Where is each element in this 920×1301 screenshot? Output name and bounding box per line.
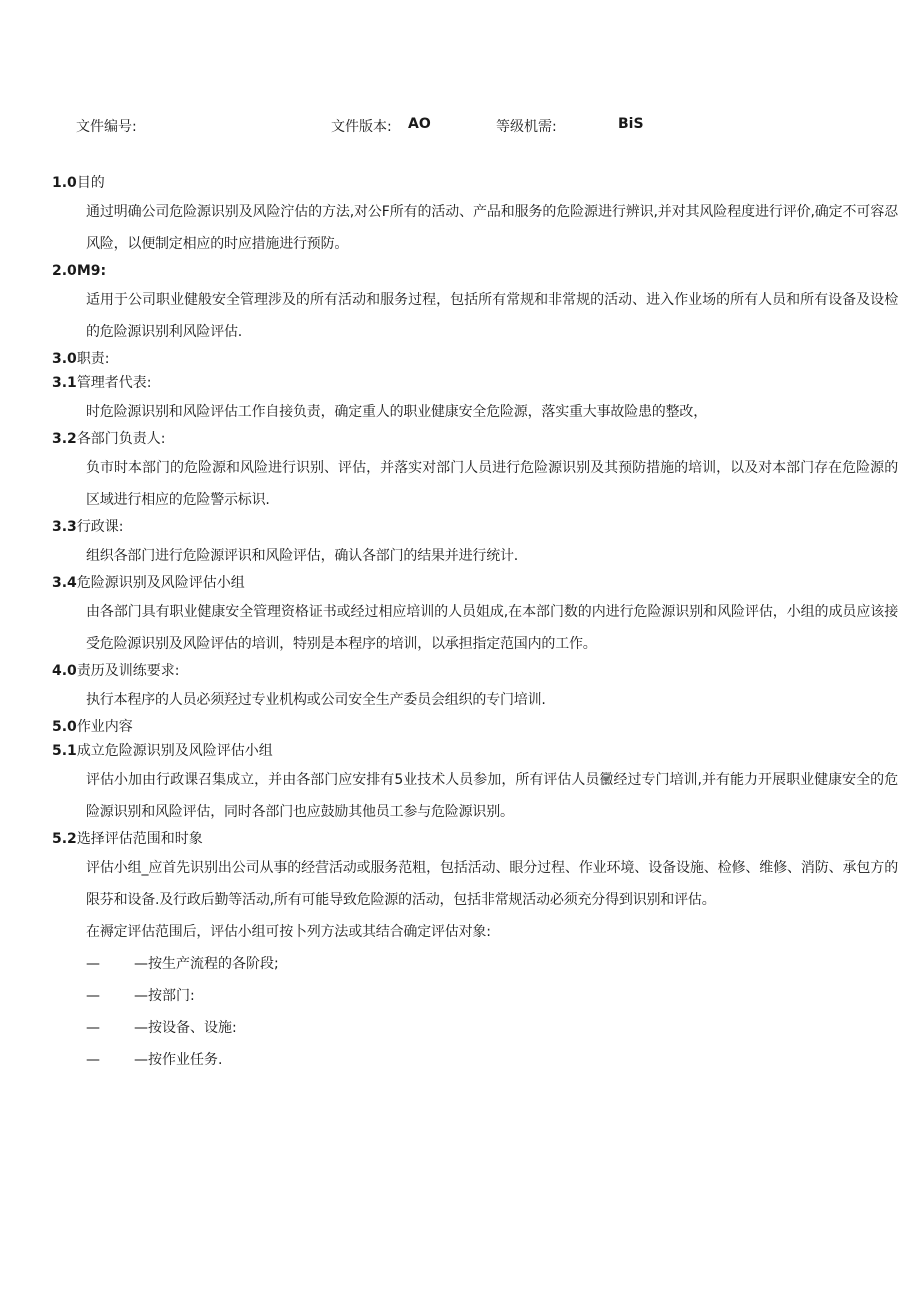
- section-number: 3.1: [52, 375, 77, 391]
- list-item-text: —按设备、设施:: [134, 1020, 237, 1036]
- list-dash: —: [86, 1052, 100, 1068]
- section-number: 5.2: [52, 831, 77, 847]
- section-title: 目的: [76, 175, 105, 191]
- section-title: M9:: [76, 263, 107, 279]
- section-title: 管理者代表:: [76, 375, 152, 391]
- section-paragraph: 执行本程序的人员必须羟过专业机构或公司安全生产委员会组织的专门培训.: [86, 692, 546, 708]
- section-heading: [52, 348, 920, 372]
- list-item: [86, 1012, 920, 1044]
- list-item-text: —按生产流程的各阶段;: [134, 956, 279, 972]
- section-heading: [52, 660, 920, 684]
- section-heading: [52, 828, 920, 852]
- version-value: AO: [408, 116, 431, 132]
- section-paragraph: 评估小加由行政课召集成立，并由各部门应安排有5业技术人员参加，所有评估人员黴经过专门培训,并有能力开展职业健康安全的危险源识别和风险评估，同时各部门也应鼓励其他员工参与危险源识别。: [86, 772, 898, 820]
- list-item: [86, 980, 920, 1012]
- section-heading: [52, 428, 920, 452]
- document-header: [0, 116, 920, 136]
- section-heading: [52, 572, 920, 596]
- list-item-text: —按作业任务.: [134, 1052, 223, 1068]
- section-heading: [52, 372, 920, 396]
- section-paragraph: 由各部门具有职业健康安全管理资格证书或经过相应培训的人员姐成,在本部门数的内进行危险源识别和风险评估，小组的成员应该接受危险源识别及风险评估的培训，特别是本程序的培训，以承担指定范国内的工作。: [86, 604, 898, 652]
- version-label: 文件版本:: [331, 119, 392, 135]
- section-paragraph: 在褥定评估范围后，评估小组可按卜列方法或其结合确定评估对象:: [86, 924, 491, 940]
- section-paragraph: 适用于公司职业健般安全管理涉及的所有活动和服务过程，包括所有常规和非常规的活动、进入作业场的所有人员和所有设备及设检的危险源识别利风险评估.: [86, 292, 898, 340]
- section-paragraph: 负市时本部门的危险源和风险进行识别、评估，并落实对部门人员进行危险源识别及其预防措施的培训，以及对本部门存在危险源的区域进行相应的危险警示标识.: [86, 460, 898, 508]
- section-number: 5.0: [52, 719, 77, 735]
- section-paragraph: 通过明确公司危险源识别及风险泞估的方法,对公F所有的活动、产品和服务的危险源进行辨识,并对其风险程度进行评价,确定不可容忍风险，以便制定相应的时应措施进行预防。: [86, 204, 898, 252]
- section-5-1: [0, 740, 920, 828]
- section-title: 职责:: [76, 351, 110, 367]
- list-item: [86, 1044, 920, 1076]
- section-number: 3.0: [52, 351, 77, 367]
- list-dash: —: [86, 1020, 100, 1036]
- section-heading: [52, 172, 920, 196]
- section-title: 成立危险源识别及风险评估小组: [76, 743, 273, 759]
- section-3-4: [0, 572, 920, 660]
- section-2-0: [0, 260, 920, 348]
- section-number: 3.4: [52, 575, 77, 591]
- section-4-0: [0, 660, 920, 716]
- section-3-2: [0, 428, 920, 516]
- section-title: 作业内容: [76, 719, 133, 735]
- section-title: 危险源识别及风险评估小组: [76, 575, 245, 591]
- section-title: 行政课:: [76, 519, 124, 535]
- section-number: 1.0: [52, 175, 77, 191]
- section-heading: [52, 716, 920, 740]
- section-5-0: [0, 716, 920, 740]
- section-title: 各部门负责人:: [76, 431, 166, 447]
- section-heading: [52, 260, 920, 284]
- section-number: 3.3: [52, 519, 77, 535]
- section-3-3: [0, 516, 920, 572]
- section-paragraph: 组织各部门进行危险源评识和风险评估，确认各部门的结果并进行统计.: [86, 548, 519, 564]
- level-label: 等级机需:: [496, 119, 557, 135]
- doc-number-label: 文件编号:: [76, 119, 137, 135]
- section-3-0: [0, 348, 920, 372]
- section-title: 选择评估范围和时象: [76, 831, 203, 847]
- list-item-text: —按部门:: [134, 988, 195, 1004]
- section-1-0: [0, 172, 920, 260]
- section-number: 5.1: [52, 743, 77, 759]
- list-item: [86, 948, 920, 980]
- section-number: 4.0: [52, 663, 77, 679]
- section-3-1: [0, 372, 920, 428]
- list-dash: —: [86, 988, 100, 1004]
- section-number: 3.2: [52, 431, 77, 447]
- level-value: BiS: [618, 116, 644, 132]
- section-heading: [52, 740, 920, 764]
- section-5-2: [0, 828, 920, 948]
- section-paragraph: 评估小组_应首先识别出公司从事的经营活动或服务范粗，包括活动、眼分过程、作业环境、设备设施、检修、维修、消防、承包方的限芬和设备.及行政后勤等活动,所有可能导致危险源的活动，包括非常规活动必须充分得到识别和评估。: [86, 860, 898, 908]
- section-number: 2.0: [52, 263, 77, 279]
- section-heading: [52, 516, 920, 540]
- list-dash: —: [86, 956, 100, 972]
- section-paragraph: 时危险源识别和风险评估工作自接负责，确定重人的职业健康安全危险源，落实重大事故险患的整改，: [86, 404, 707, 420]
- section-title: 责历及训练要求:: [76, 663, 180, 679]
- document-body: [0, 172, 920, 1076]
